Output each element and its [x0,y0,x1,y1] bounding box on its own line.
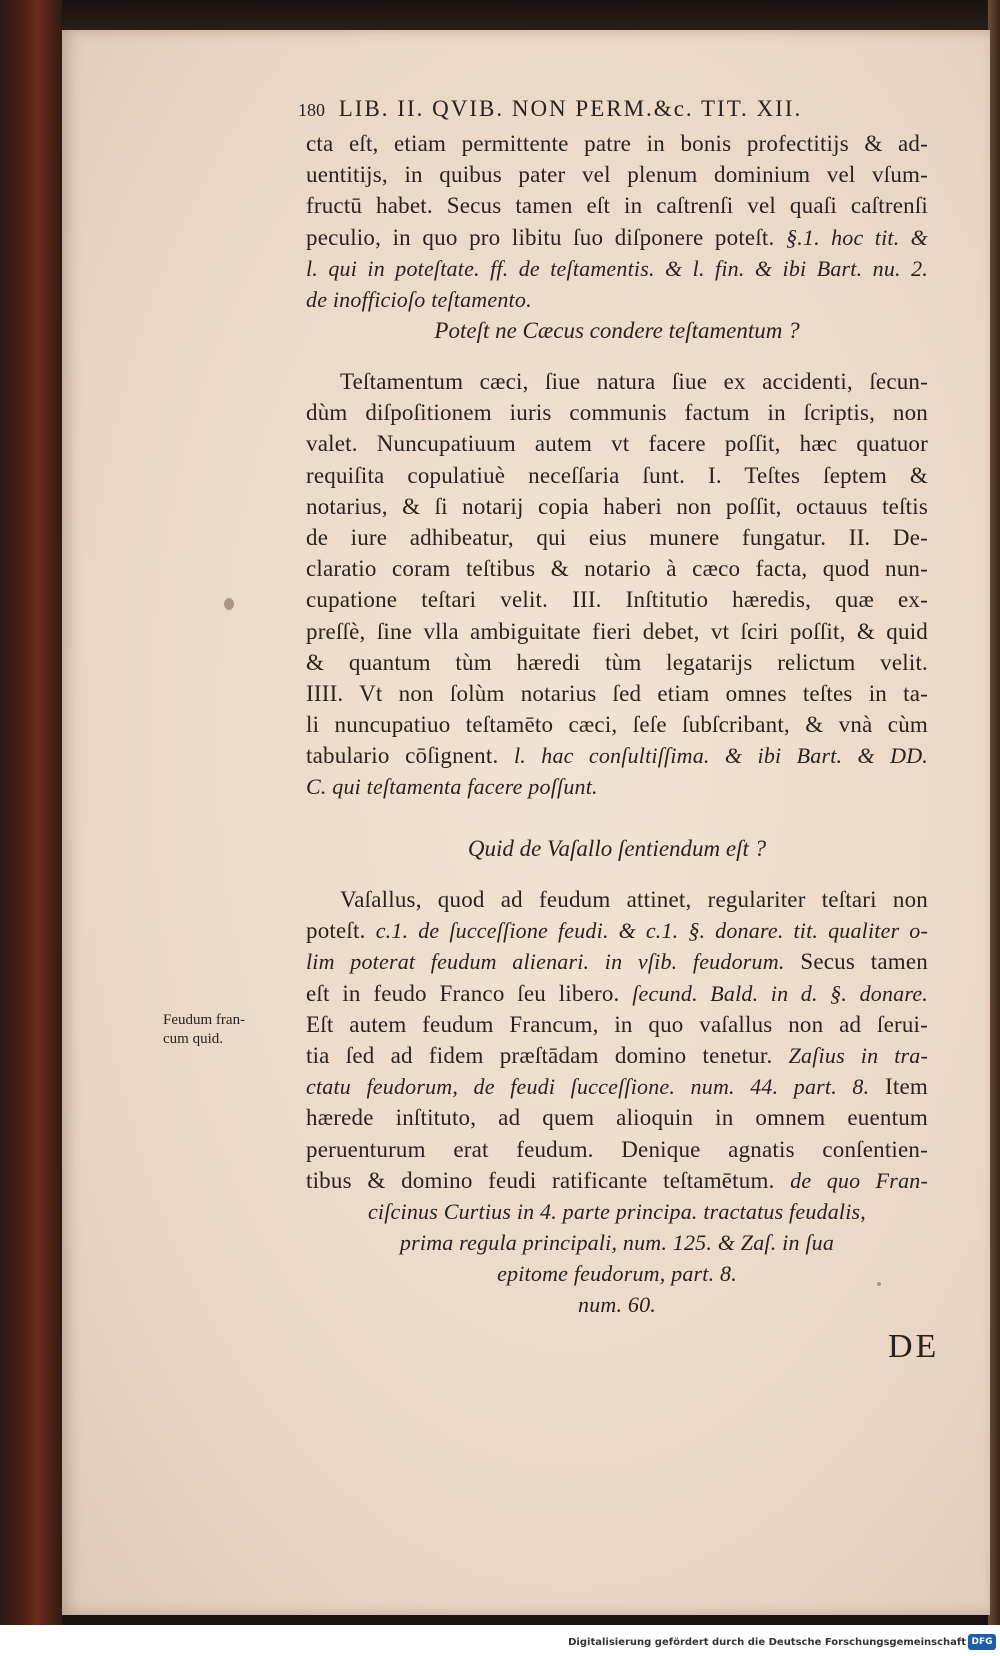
body-text: Vaſallus, quod ad feudum attinet, regulariter teſtari non [340,887,928,912]
body-text: uentitijs, in quibus pater vel plenum dominium vel vſum- [306,162,928,188]
text-line [306,553,928,584]
background-top [0,0,1000,30]
text-line [306,1134,928,1165]
text-line [306,460,928,491]
text-line [306,709,928,740]
body-text: tibus & domino feudi ratificante teſtamētum. [306,1167,791,1193]
text-line [306,222,928,253]
body-text: tabulario cōſignent. [306,743,514,769]
citation-text: lim poterat feudum alienari. in vſib. feudorum. [306,949,785,975]
body-text: Eſt autem feudum Francum, in quo vaſallus non ad ſerui- [306,1011,928,1037]
body-text: Item [869,1074,928,1100]
citation-text: de inofficioſo teſtamento. [306,286,532,312]
body-text: IIII. Vt non ſolùm notarius ſed etiam omnes teſtes in ta- [306,680,928,706]
text-line [306,771,928,802]
text-line [306,1227,928,1258]
dfg-logo-icon: DFG [968,1634,996,1650]
citation-text: ſecund. Bald. in d. §. donare. [632,980,928,1006]
text-line [306,616,928,647]
body-text: fructū habet. Secus tamen eſt in caſtrenſi vel quaſi caſtrenſi [306,193,928,219]
citation-text: ciſcinus Curtius in 4. parte principa. tractatus feudalis, [367,1198,867,1224]
citation-text: ctatu feudorum, de feudi ſucceſſione. num. 44. part. 8. [306,1074,870,1100]
citation-text: l. hac conſultiſſima. & ibi Bart. & DD. [513,743,928,769]
body-text: & quantum tùm hæredi tùm legatarijs relictum velit. [306,649,928,675]
text-line [306,428,928,459]
text-line [306,491,928,522]
paper-spot [224,598,234,610]
running-header [298,96,918,122]
text-line [306,1102,928,1133]
text-line [306,397,928,428]
text-line [306,1196,928,1227]
body-text: eſt in feudo Franco ſeu libero. [306,980,633,1006]
body-text: dùm diſpoſitionem iuris communis factum in ſcriptis, non [306,400,928,426]
body-text: notarius, & ſi notarij copia haberi non poſſit, octauus teſtis [306,493,928,519]
text-line [306,1258,928,1289]
text-line [306,915,928,946]
citation-text: prima regula principali, num. 125. & Zaſ. in ſua [399,1230,835,1256]
margin-note [163,1011,245,1049]
body-text: claratio coram teſtibus & notario à cæco facta, quod nun- [306,556,928,582]
running-title: LIB. II. QVIB. NON PERM.&c. TIT. XII. [338,96,803,121]
text-line [306,190,928,221]
text-line [306,740,928,771]
paragraph-1 [306,128,928,315]
body-text: Secus tamen [784,949,928,975]
text-line [306,678,928,709]
heading-vassal: Quid de Vaſallo ſentiendum eſt ? [467,836,767,861]
body-text: preſſè, ſine vlla ambiguitate fieri debet, vt ſciri poſſit, & quid [306,618,928,644]
body-text: li nuncupatiuo teſtamēto cæci, ſeſe ſubſcribant, & vnà cùm [306,712,928,738]
citation-text: Zaſius in tra- [788,1042,929,1068]
body-text: Teſtamentum cæci, ſiue natura ſiue ex accidenti, ſecun- [340,369,928,394]
text-line [306,584,928,615]
text-line [306,284,928,315]
catchword: DE [888,1328,940,1365]
margin-note-line: Feudum fran- [163,1012,246,1028]
citation-text: c.1. de ſucceſſione feudi. & c.1. §. donare. tit. qualiter o- [375,918,928,944]
citation-text: §.1. hoc tit. & [786,224,928,250]
heading-blind-testament: Poteſt ne Cæcus condere teſtamentum ? [434,318,800,343]
text-line [306,1071,928,1102]
text-line [306,978,928,1009]
paper-spot [877,1282,881,1286]
text-line [306,159,928,190]
text-line [306,1009,928,1040]
body-text: cupatione teſtari velit. III. Inſtitutio hæredis, quæ ex- [306,587,928,613]
paragraph-3 [306,884,928,1321]
citation-text: num. 60. [578,1292,656,1318]
body-text: poteſt. [306,918,376,944]
text-line [306,946,928,977]
paragraph-2 [306,366,928,803]
body-text: peruenturum erat feudum. Denique agnatis conſentien- [306,1136,928,1162]
text-line [306,522,928,553]
body-text: de iure adhibeatur, qui eius munere fungatur. II. De- [306,524,928,550]
citation-text: epitome feudorum, part. 8. [497,1261,737,1287]
text-line [306,128,928,159]
text-line [306,1165,928,1196]
page-number: 180 [298,100,325,120]
body-text: hærede inſtituto, ad quem alioquin in omnem euentum [306,1105,928,1131]
body-text: valet. Nuncupatiuum autem vt facere poſſit, hæc quatuor [306,431,928,457]
text-line [306,884,928,915]
body-text: peculio, in quo pro libitu ſuo diſponere poteſt. [306,224,786,250]
text-line [306,253,928,284]
citation-text: de quo Fran- [790,1167,928,1193]
body-text: cta eſt, etiam permittente patre in bonis profectitijs & ad- [306,131,928,156]
text-line [306,1040,928,1071]
footer-credit: Digitalisierung gefördert durch die Deutsche Forschungsgemeinschaft [568,1637,966,1648]
citation-text: C. qui teſtamenta facere poſſunt. [306,774,598,800]
margin-note-line: cum quid. [163,1031,223,1047]
book-binding [0,0,62,1625]
text-line [306,1289,928,1320]
text-line [306,366,928,397]
body-text: requiſita copulatiuè neceſſaria ſunt. I. Teſtes ſeptem & [306,462,928,488]
body-text: tia ſed ad fidem præſtādam domino tenetur. [306,1042,789,1068]
text-line [306,647,928,678]
citation-text: l. qui in poteſtate. ff. de teſtamentis. & l. fin. & ibi Bart. nu. 2. [306,255,928,281]
